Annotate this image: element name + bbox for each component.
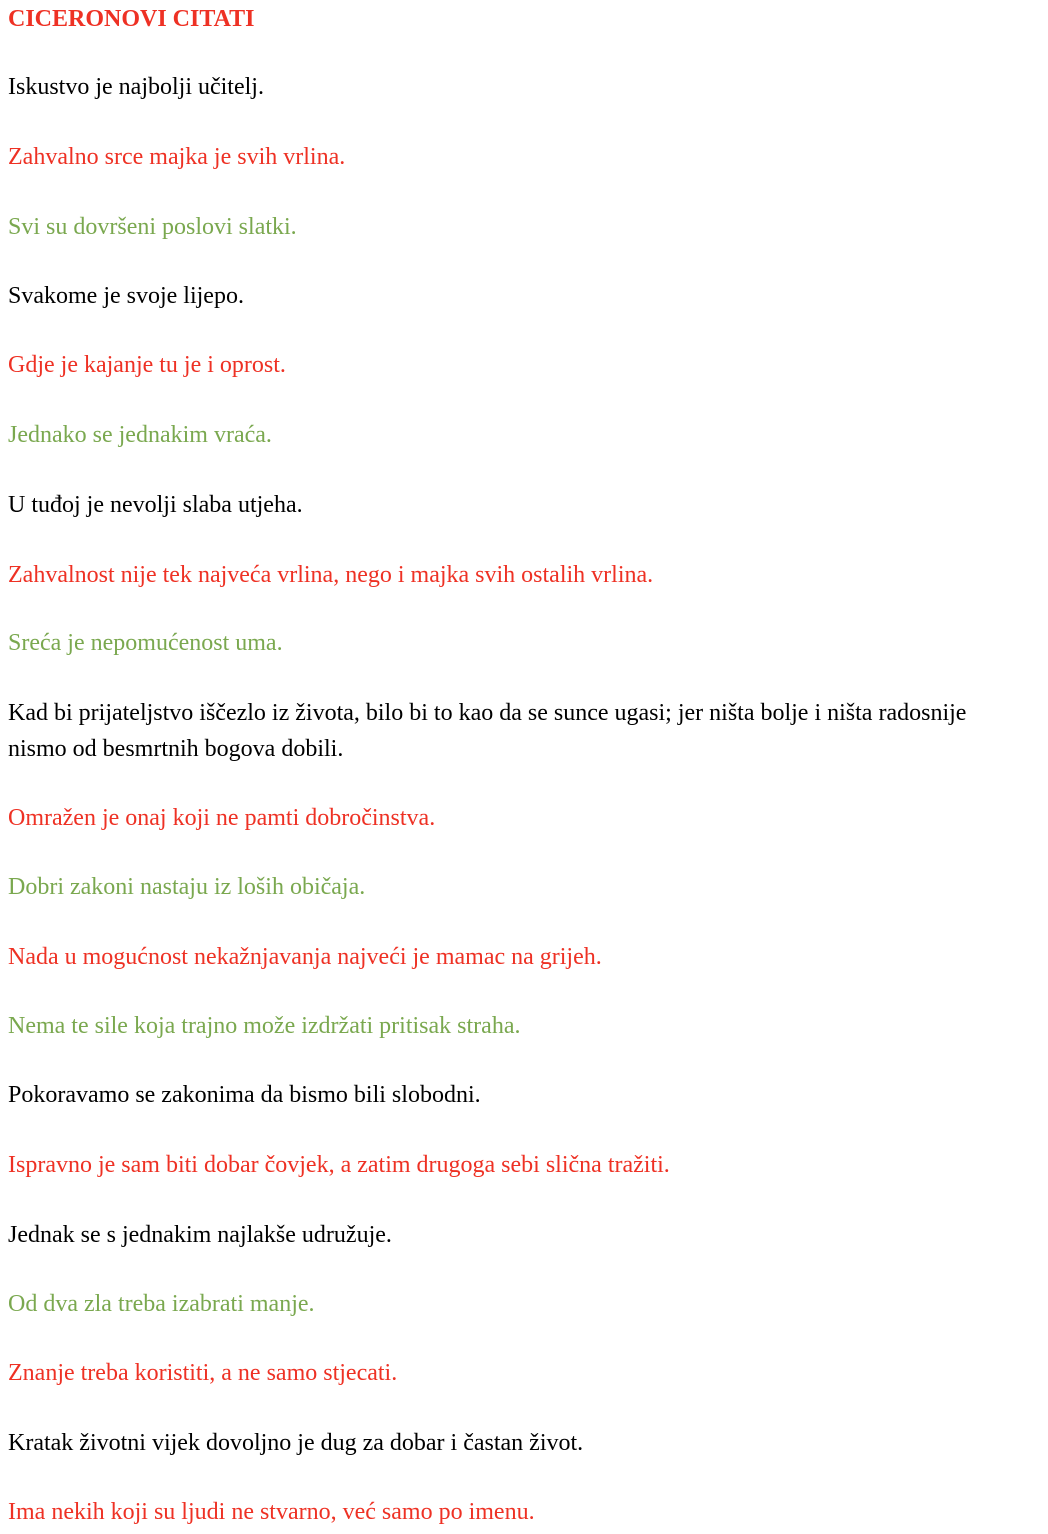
- quote-item: Kratak životni vijek dovoljno je dug za dobar i častan život.: [8, 1430, 584, 1456]
- quote-item: Znanje treba koristiti, a ne samo stjecati.: [8, 1360, 398, 1386]
- quote-item: Sreća je nepomućenost uma.: [8, 630, 283, 656]
- quote-item: Pokoravamo se zakonima da bismo bili slobodni.: [8, 1082, 481, 1108]
- quote-item: Zahvalno srce majka je svih vrlina.: [8, 144, 346, 170]
- quote-item: Ispravno je sam biti dobar čovjek, a zatim drugoga sebi slična tražiti.: [8, 1152, 670, 1178]
- quote-item: Nada u mogućnost nekažnjavanja najveći je mamac na grijeh.: [8, 944, 602, 970]
- quote-item: Ima nekih koji su ljudi ne stvarno, već samo po imenu.: [8, 1499, 535, 1525]
- quote-item: Od dva zla treba izabrati manje.: [8, 1291, 315, 1317]
- quote-item: Gdje je kajanje tu je i oprost.: [8, 352, 286, 378]
- page-title: CICERONOVI CITATI: [8, 6, 255, 32]
- quote-item: Omražen je onaj koji ne pamti dobročinstva.: [8, 805, 436, 831]
- quote-item: Svi su dovršeni poslovi slatki.: [8, 214, 297, 240]
- quote-item: Svakome je svoje lijepo.: [8, 283, 244, 309]
- quote-item: Iskustvo je najbolji učitelj.: [8, 74, 264, 100]
- quote-item: Dobri zakoni nastaju iz loših običaja.: [8, 874, 366, 900]
- quote-item: Jednak se s jednakim najlakše udružuje.: [8, 1222, 392, 1248]
- quote-item: Zahvalnost nije tek najveća vrlina, nego i majka svih ostalih vrlina.: [8, 562, 654, 588]
- quote-item: Kad bi prijateljstvo iščezlo iz života, bilo bi to kao da se sunce ugasi; jer ništa bolje i ništa radosnije nismo od besmrtnih bogova dobili.: [8, 700, 967, 762]
- quote-item: U tuđoj je nevolji slaba utjeha.: [8, 492, 303, 518]
- quote-item: Nema te sile koja trajno može izdržati pritisak straha.: [8, 1013, 521, 1039]
- quote-item: Jednako se jednakim vraća.: [8, 422, 272, 448]
